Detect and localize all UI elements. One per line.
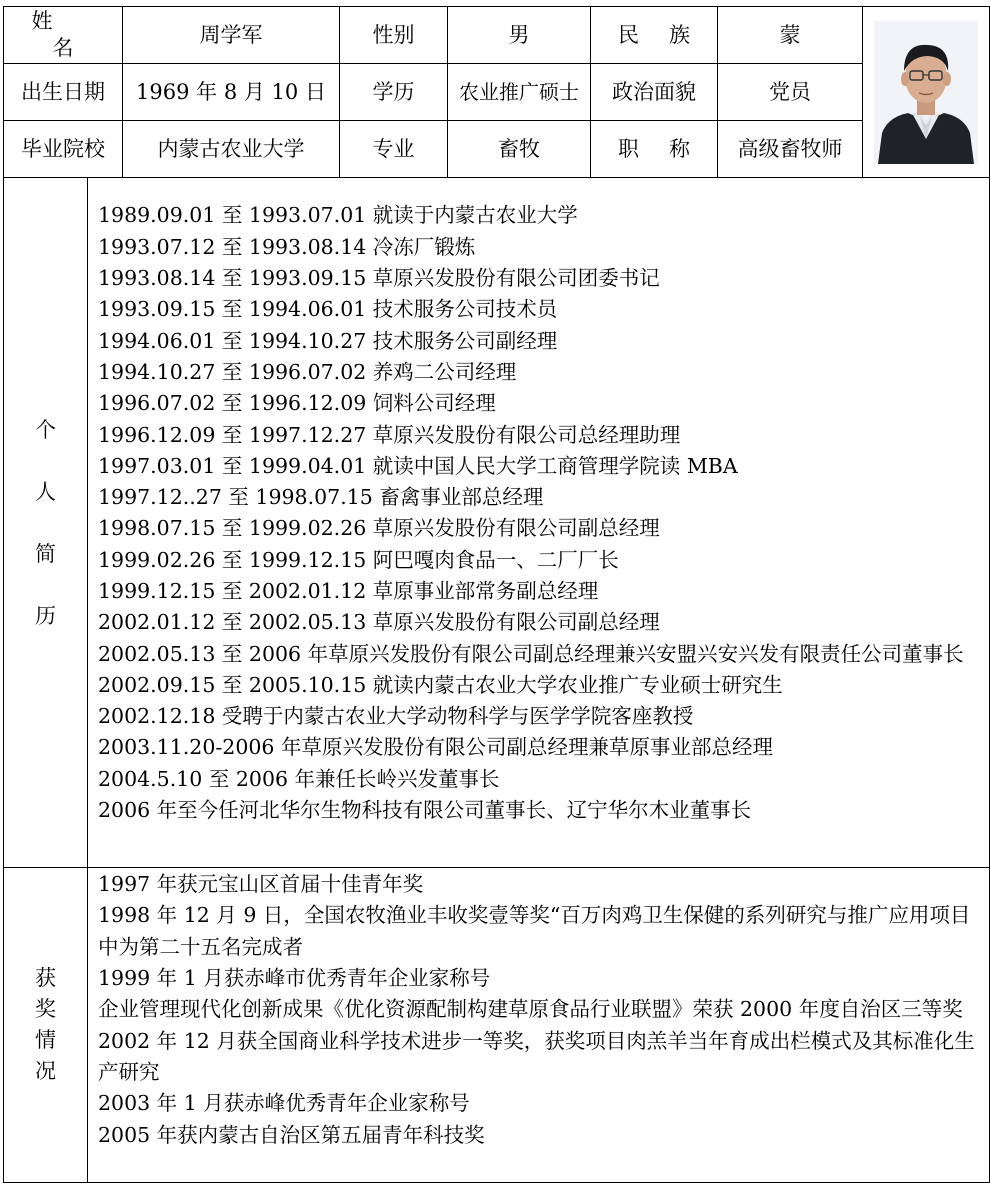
ethnicity-value: 蒙: [718, 7, 863, 64]
education-label: 学历: [340, 64, 448, 121]
birthdate-value: 1969 年 8 月 10 日: [123, 64, 340, 121]
gender-label: 性别: [340, 7, 448, 64]
political-label: 政治面貌: [591, 64, 718, 121]
awards-label-cell: [4, 868, 88, 1183]
portrait-photo: [874, 21, 978, 164]
bio-entry: 1999.12.15 至 2002.01.12 草原事业部常务副总经理: [98, 578, 599, 603]
bio-entry: 1993.08.14 至 1993.09.15 草原兴发股份有限公司团委书记: [98, 266, 660, 291]
bio-entry: 2002.05.13 至 2006 年草原兴发股份有限公司副总经理兼兴安盟兴安兴发有限责任公司董事长: [98, 641, 964, 666]
award-entry: 2005 年获内蒙古自治区第五届青年科技奖: [98, 1122, 485, 1147]
name-value: 周学军: [123, 7, 340, 64]
bio-entry: 1997.12..27 至 1998.07.15 畜禽事业部总经理: [98, 485, 544, 510]
award-entry: 2002 年 12 月获全国商业科学技术进步一等奖，获奖项目肉羔羊当年育成出栏模式及其标准化生产研究: [98, 1028, 975, 1084]
bio-entry: 1989.09.01 至 1993.07.01 就读于内蒙古农业大学: [98, 203, 578, 228]
bio-entry: 2002.12.18 受聘于内蒙古农业大学动物科学与医学学院客座教授: [98, 704, 694, 729]
title-label-cell: [591, 121, 718, 178]
bio-label-cell: [4, 178, 88, 868]
bio-entry: 1994.06.01 至 1994.10.27 技术服务公司副经理: [98, 328, 558, 353]
bio-entry: 2003.11.20-2006 年草原兴发股份有限公司副总经理兼草原事业部总经理: [98, 735, 773, 760]
political-value: 党员: [718, 64, 863, 121]
award-entry: 2003 年 1 月获赤峰优秀青年企业家称号: [98, 1091, 470, 1116]
bio-entry: 2004.5.10 至 2006 年兼任长岭兴发董事长: [98, 766, 500, 791]
title-label: 职称: [618, 136, 720, 161]
bio-entry: 1999.02.26 至 1999.12.15 阿巴嘎肉食品一、二厂厂长: [98, 547, 619, 572]
award-entry: 1998 年 12 月 9 日，全国农牧渔业丰收奖壹等奖“百万肉鸡卫生保健的系列研究与推广应用项目中为第二十五名完成者: [98, 903, 971, 959]
bio-entry: 1996.12.09 至 1997.12.27 草原兴发股份有限公司总经理助理: [98, 422, 681, 447]
bio-entry: 1993.09.15 至 1994.06.01 技术服务公司技术员: [98, 297, 558, 322]
awards-list: [88, 868, 990, 1183]
bio-entry: 1997.03.01 至 1999.04.01 就读中国人民大学工商管理学院读 MBA: [98, 453, 738, 478]
award-entry: 企业管理现代化创新成果《优化资源配制构建草原食品行业联盟》荣获 2000 年度自治区三等奖: [98, 997, 963, 1022]
birthdate-label: 出生日期: [4, 64, 123, 121]
bio-entry: 2002.01.12 至 2002.05.13 草原兴发股份有限公司副总经理: [98, 610, 660, 635]
ethnicity-label-cell: [591, 7, 718, 64]
award-entry: 1999 年 1 月获赤峰市优秀青年企业家称号: [98, 966, 491, 991]
title-value: 高级畜牧师: [718, 121, 863, 178]
bio-label: 个人简历: [35, 417, 56, 628]
education-value-cell: [448, 64, 591, 121]
school-value: 内蒙古农业大学: [123, 121, 340, 178]
bio-entry: 2002.09.15 至 2005.10.15 就读内蒙古农业大学农业推广专业硕士研究生: [98, 672, 783, 697]
photo-cell: [863, 7, 990, 178]
bio-entry: 1993.07.12 至 1993.08.14 冷冻厂锻炼: [98, 234, 476, 259]
major-value: 畜牧: [448, 121, 591, 178]
bio-entry: 2006 年至今任河北华尔生物科技有限公司董事长、辽宁华尔木业董事长: [98, 798, 752, 823]
bio-entry: 1996.07.02 至 1996.12.09 饲料公司经理: [98, 391, 496, 416]
name-label: 姓名: [31, 9, 116, 61]
portrait-illustration: [874, 21, 978, 164]
bio-entry: 1994.10.27 至 1996.07.02 养鸡二公司经理: [98, 359, 517, 384]
school-label: 毕业院校: [4, 121, 123, 178]
bio-list: [88, 178, 990, 868]
ethnicity-label: 民族: [618, 22, 720, 47]
resume-table: [3, 6, 990, 1183]
bio-entry: 1998.07.15 至 1999.02.26 草原兴发股份有限公司副总经理: [98, 516, 660, 541]
award-entry: 1997 年获元宝山区首届十佳青年奖: [98, 872, 424, 897]
major-label: 专业: [340, 121, 448, 178]
education-value: 农业推广硕士: [459, 79, 579, 104]
gender-value: 男: [448, 7, 591, 64]
awards-label: 获奖情况: [35, 966, 56, 1084]
name-label-cell: [4, 7, 123, 64]
